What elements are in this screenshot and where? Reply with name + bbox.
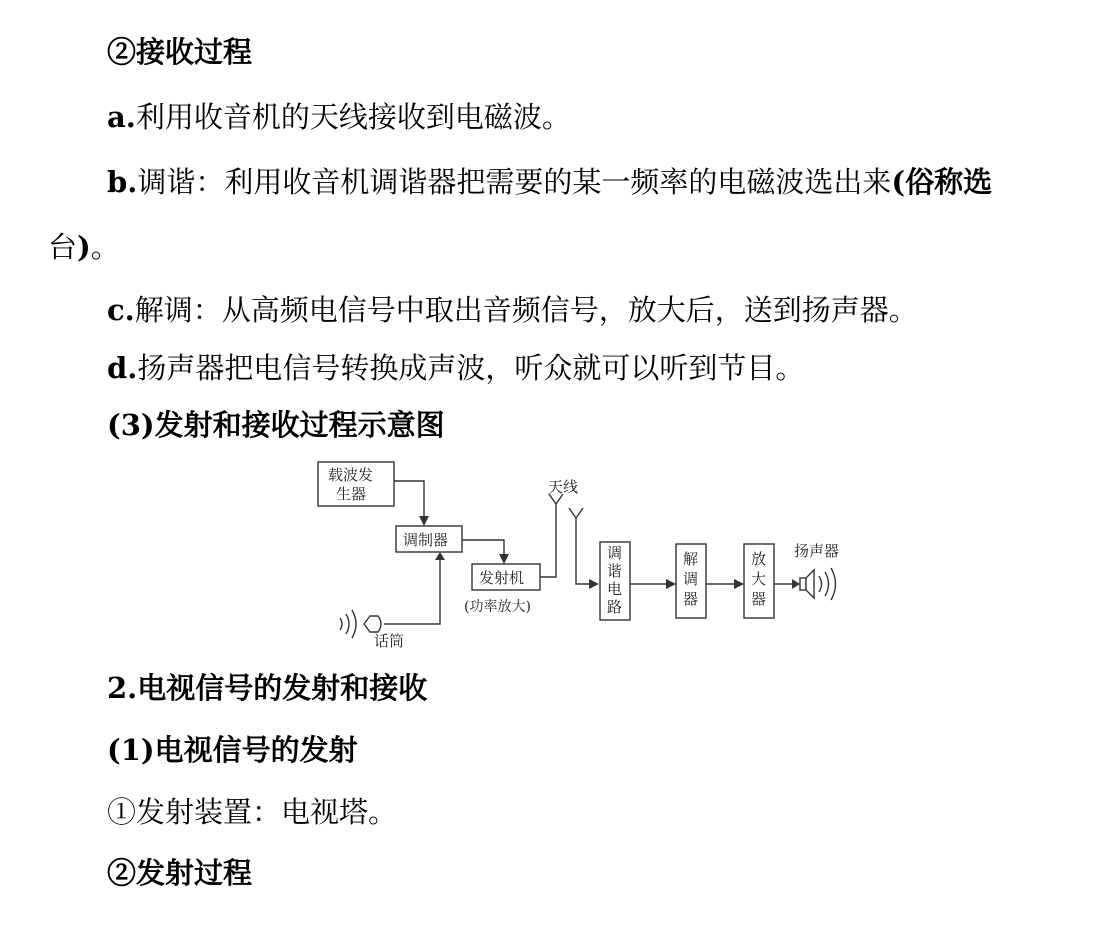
arrow-modulator-to-transmitter <box>462 540 504 556</box>
paragraph-b <box>107 162 992 202</box>
heading-diagram: (3)发射和接收过程示意图 <box>107 408 445 442</box>
speaker-cone-icon <box>806 570 814 598</box>
item-prefix-a: a. <box>107 100 136 134</box>
amplifier-char-3: 器 <box>751 590 767 608</box>
receive-antenna-icon <box>569 508 583 518</box>
item-text-b-paren: (俗称选 <box>891 165 993 199</box>
transmitter-note: (功率放大) <box>464 599 531 615</box>
sound-wave-icon <box>352 610 356 638</box>
arrowhead <box>792 579 800 589</box>
paragraph-c <box>107 290 918 330</box>
tuner-char-4: 路 <box>607 598 623 616</box>
item-prefix-c: c. <box>107 293 135 327</box>
amplifier-char-1: 放 <box>751 550 767 568</box>
sound-wave-icon <box>831 568 836 600</box>
paragraph-transmit-device: ①发射装置：电视塔。 <box>107 795 398 829</box>
item-text-d: 扬声器把电信号转换成声波，听众就可以听到节目。 <box>137 351 805 385</box>
item-text-b: 调谐：利用收音机调谐器把需要的某一频率的电磁波选出来 <box>137 165 892 199</box>
speaker-label: 扬声器 <box>794 542 840 560</box>
demodulator-char-1: 解 <box>683 550 699 568</box>
paragraph-b-continued <box>48 227 120 267</box>
receive-antenna-wire <box>576 518 591 584</box>
demodulator-char-2: 调 <box>683 570 699 588</box>
sound-wave-icon <box>346 614 349 634</box>
arrowhead <box>435 552 445 560</box>
arrow-carrier-to-modulator <box>394 481 424 518</box>
transmit-antenna-mast <box>540 504 556 577</box>
arrowhead <box>499 554 509 564</box>
demodulator-char-3: 器 <box>683 590 699 608</box>
item-prefix-d: d. <box>107 351 138 385</box>
heading-tv-transmit: (1)电视信号的发射 <box>107 733 358 767</box>
speaker-icon <box>800 578 806 590</box>
amplifier-char-2: 大 <box>751 570 767 588</box>
heading-tv-signal: 2.电视信号的发射和接收 <box>107 671 428 705</box>
tuner-char-2: 谐 <box>607 562 623 580</box>
transmit-receive-diagram <box>316 460 848 652</box>
item-prefix-b: b. <box>107 165 138 199</box>
arrowhead <box>419 516 429 526</box>
item-text-b-cont: 台 <box>48 230 78 264</box>
carrier-generator-label-2: 生器 <box>336 485 367 503</box>
tuner-char-3: 电 <box>607 580 623 598</box>
modulator-label: 调制器 <box>403 531 449 549</box>
paragraph-d <box>107 348 804 388</box>
sound-wave-icon <box>825 572 829 596</box>
heading-receive-process: ②接收过程 <box>107 35 253 69</box>
item-text-b-end: 。 <box>90 230 120 264</box>
transmitter-label: 发射机 <box>479 569 525 587</box>
sound-wave-icon <box>340 618 342 630</box>
sound-wave-icon <box>819 576 822 592</box>
arrowhead <box>666 579 676 589</box>
item-text-b-close-paren: ) <box>77 230 91 264</box>
arrowhead <box>589 579 599 589</box>
antenna-label: 天线 <box>548 478 579 496</box>
microphone-label: 话筒 <box>374 632 405 650</box>
tuner-char-1: 调 <box>607 544 623 562</box>
microphone-icon <box>364 616 381 632</box>
carrier-generator-label-1: 载波发 <box>328 466 374 484</box>
item-text-a: 利用收音机的天线接收到电磁波。 <box>135 100 571 134</box>
paragraph-a <box>107 97 571 137</box>
heading-transmit-process: ②发射过程 <box>107 856 253 890</box>
item-text-c: 解调：从高频电信号中取出音频信号，放大后，送到扬声器。 <box>134 293 918 327</box>
arrow-mic-to-modulator <box>384 558 440 624</box>
arrowhead <box>734 579 744 589</box>
